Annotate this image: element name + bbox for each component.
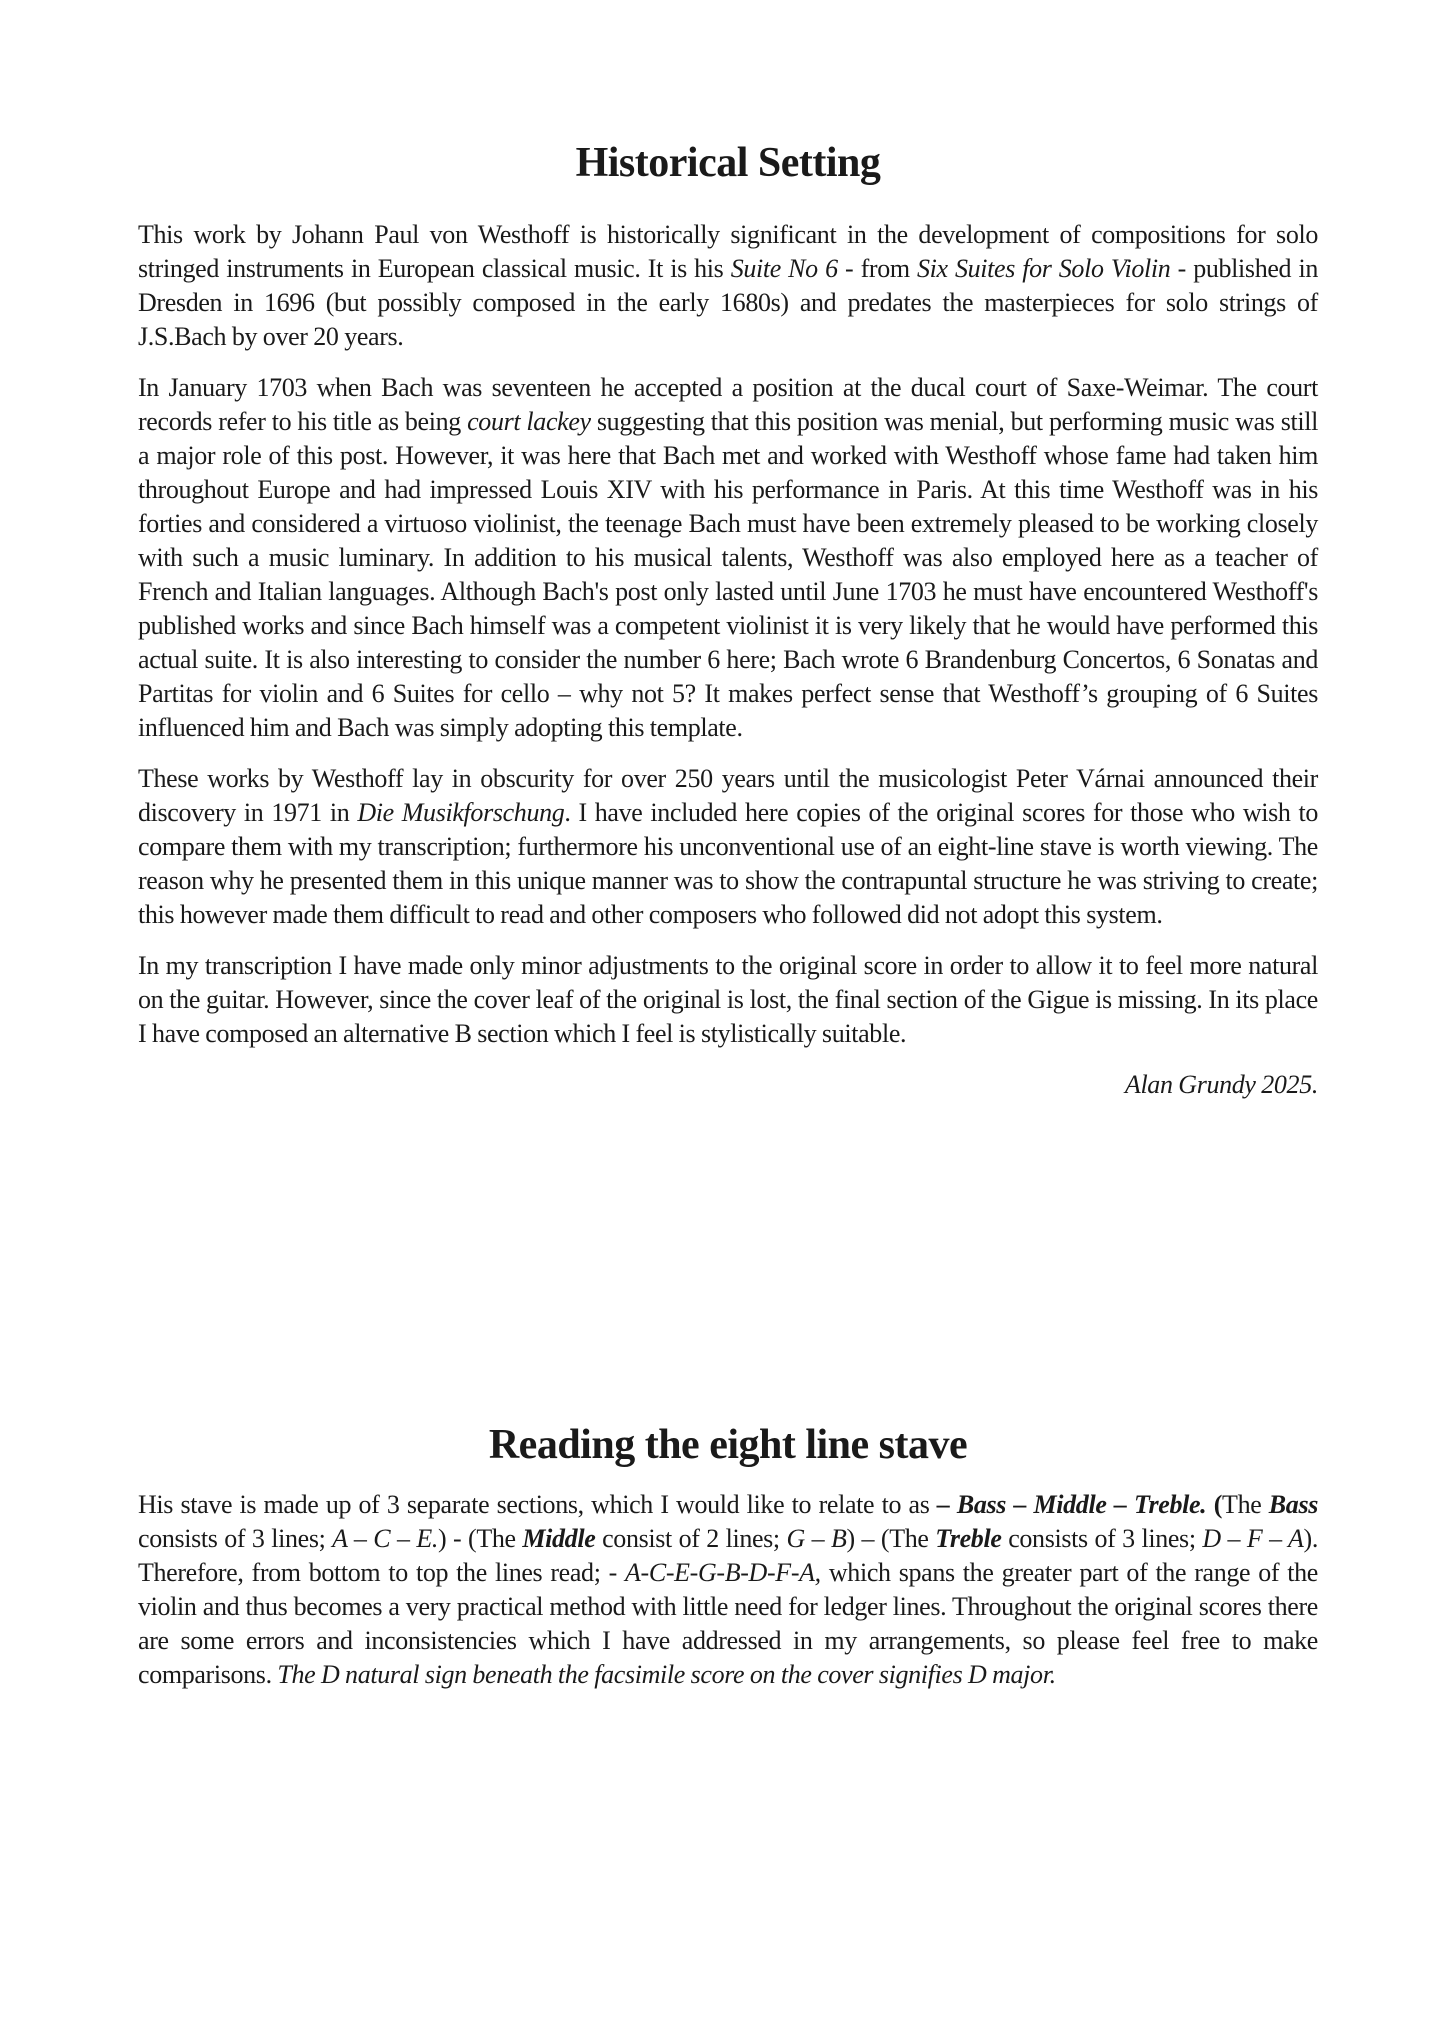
italic-text: The D natural sign beneath the facsimile score on the cover signifies D major. (277, 1660, 1056, 1689)
paragraph: His stave is made up of 3 separate sections, which I would like to relate to as – Bass – Middle – Treble. (The Bass consists of 3 lines; A – C – E.) - (The Middle consist of 2 lines; G – B) – (The Treble consists of 3 lines; D – F – A). Therefore, from bottom to top the lines read; - A-C-E-G-B-D-F-A, which spans the greater part of the range of the violin and thus becomes a very practical method with little need for ledger lines. Throughout the original scores there are some errors and inconsistencies which I have addressed in my arrangements, so please feel free to make comparisons. The D natural sign beneath the facsimile score on the cover signifies D major. (138, 1490, 1318, 1689)
italic-text: Die Musikforschung (357, 798, 565, 827)
italic-text: Suite No 6 (730, 254, 838, 283)
paragraph: In my transcription I have made only minor adjustments to the original score in order to allow it to feel more natural on the guitar. However, since the cover leaf of the original is lost, the final section of the Gigue is missing. In its place I have composed an alternative B section which I feel is stylistically suitable. (138, 951, 1318, 1048)
author-signature: Alan Grundy 2025. (1124, 1070, 1318, 1099)
bold-italic-text: Bass (1268, 1490, 1318, 1519)
bold-italic-text: Treble (935, 1524, 1002, 1553)
section-reading-stave (138, 1488, 1318, 1709)
italic-text: D – F – A (1202, 1524, 1304, 1553)
heading-historical-setting: Historical Setting (575, 140, 881, 186)
bold-text: ( (1213, 1490, 1223, 1519)
section-historical-setting (138, 218, 1318, 1119)
heading-reading-eight-line-stave: Reading the eight line stave (488, 1422, 968, 1468)
italic-text: A-C-E-G-B-D-F-A, (625, 1558, 821, 1587)
italic-text: G – B (786, 1524, 847, 1553)
bold-italic-text: – Bass – Middle – Treble. (936, 1490, 1207, 1519)
italic-text: Six Suites for Solo Violin (916, 254, 1171, 283)
italic-text: court lackey (467, 407, 591, 436)
bold-italic-text: Middle (522, 1524, 596, 1553)
italic-text: A – C – E. (332, 1524, 438, 1553)
paragraph: This work by Johann Paul von Westhoff is historically significant in the development of compositions for solo stringed instruments in European classical music. It is his Suite No 6 - from Six Suites for Solo Violin - published in Dresden in 1696 (but possibly composed in the early 1680s) and predates the masterpieces for solo strings of J.S.Bach by over 20 years. (138, 220, 1318, 351)
paragraph: In January 1703 when Bach was seventeen he accepted a position at the ducal court of Saxe-Weimar. The court records refer to his title as being court lackey suggesting that this position was menial, but performing music was still a major role of this post. However, it was here that Bach met and worked with Westhoff whose fame had taken him throughout Europe and had impressed Louis XIV with his performance in Paris. At this time Westhoff was in his forties and considered a virtuoso violinist, the teenage Bach must have been extremely pleased to be working closely with such a music luminary. In addition to his musical talents, Westhoff was also employed here as a teacher of French and Italian languages. Although Bach's post only lasted until June 1703 he must have encountered Westhoff's published works and since Bach himself was a competent violinist it is very likely that he would have performed this actual suite. It is also interesting to consider the number 6 here; Bach wrote 6 Brandenburg Concertos, 6 Sonatas and Partitas for violin and 6 Suites for cello – why not 5? It makes perfect sense that Westhoff’s grouping of 6 Suites influenced him and Bach was simply adopting this template. (138, 373, 1318, 742)
paragraph: These works by Westhoff lay in obscurity for over 250 years until the musicologist Peter Várnai announced their discovery in 1971 in Die Musikforschung. I have included here copies of the original scores for those who wish to compare them with my transcription; furthermore his unconventional use of an eight-line stave is worth viewing. The reason why he presented them in this unique manner was to show the contrapuntal structure he was striving to create; this however made them difficult to read and other composers who followed did not adopt this system. (138, 764, 1319, 929)
